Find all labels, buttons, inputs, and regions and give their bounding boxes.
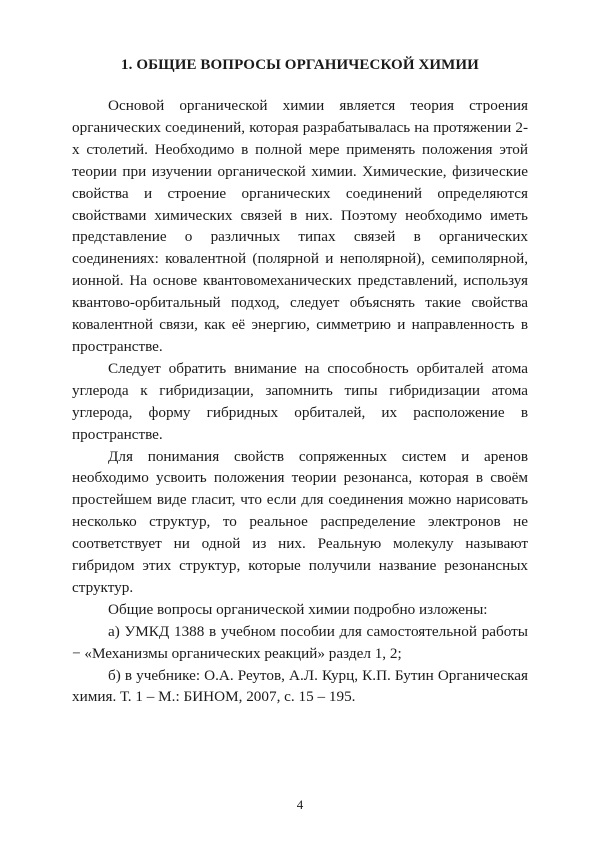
body-text [72,95,528,708]
paragraph-structure-theory: Основой органической химии является теория строения органических соединений, которая разрабатывалась на протяжении 2-х столетий. Необходимо в полной мере применять положения этой теории при изучении органической химии. Химические, физические свойства и строение органических соединений определяются свойствами химических связей в них. Поэтому необходимо иметь представление о различных типах связей в органических соединениях: ковалентной (полярной и неполярной), семиполярной, ионной. На основе квантовомеханических представлений, используя квантово-орбитальный подход, следует объяснять такие свойства ковалентной связи, как её энергию, симметрию и направленность в пространстве. [72,97,528,355]
paragraph-resonance: Для понимания свойств сопряженных систем и аренов необходимо усвоить положения теории резонанса, которая в своём простейшем виде гласит, что если для соединения можно нарисовать несколько структур, то реальное распределение электронов не соответствует ни одной из них. Реальную молекулу называют гибридом этих структур, которые получили название резонансных структур. [72,447,528,596]
paragraph-hybridization: Следует обратить внимание на способность орбиталей атома углерода к гибридизации, запомнить типы гибридизации атома углерода, форму гибридных орбиталей, их расположение в пространстве. [72,359,528,443]
page-title: 1. ОБЩИЕ ВОПРОСЫ ОРГАНИЧЕСКОЙ ХИМИИ [121,57,479,73]
reference-item-a: а) УМКД 1388 в учебном пособии для самостоятельной работы − «Механизмы органических реакций» раздел 1, 2; [72,622,528,662]
page-number: 4 [296,797,304,812]
paragraph-references-intro: Общие вопросы органической химии подробно изложены: [108,600,488,618]
reference-item-b: б) в учебнике: О.А. Реутов, А.Л. Курц, К.П. Бутин Органическая химия. Т. 1 – М.: БИНОМ, 2007, с. 15 – 195. [72,666,528,706]
